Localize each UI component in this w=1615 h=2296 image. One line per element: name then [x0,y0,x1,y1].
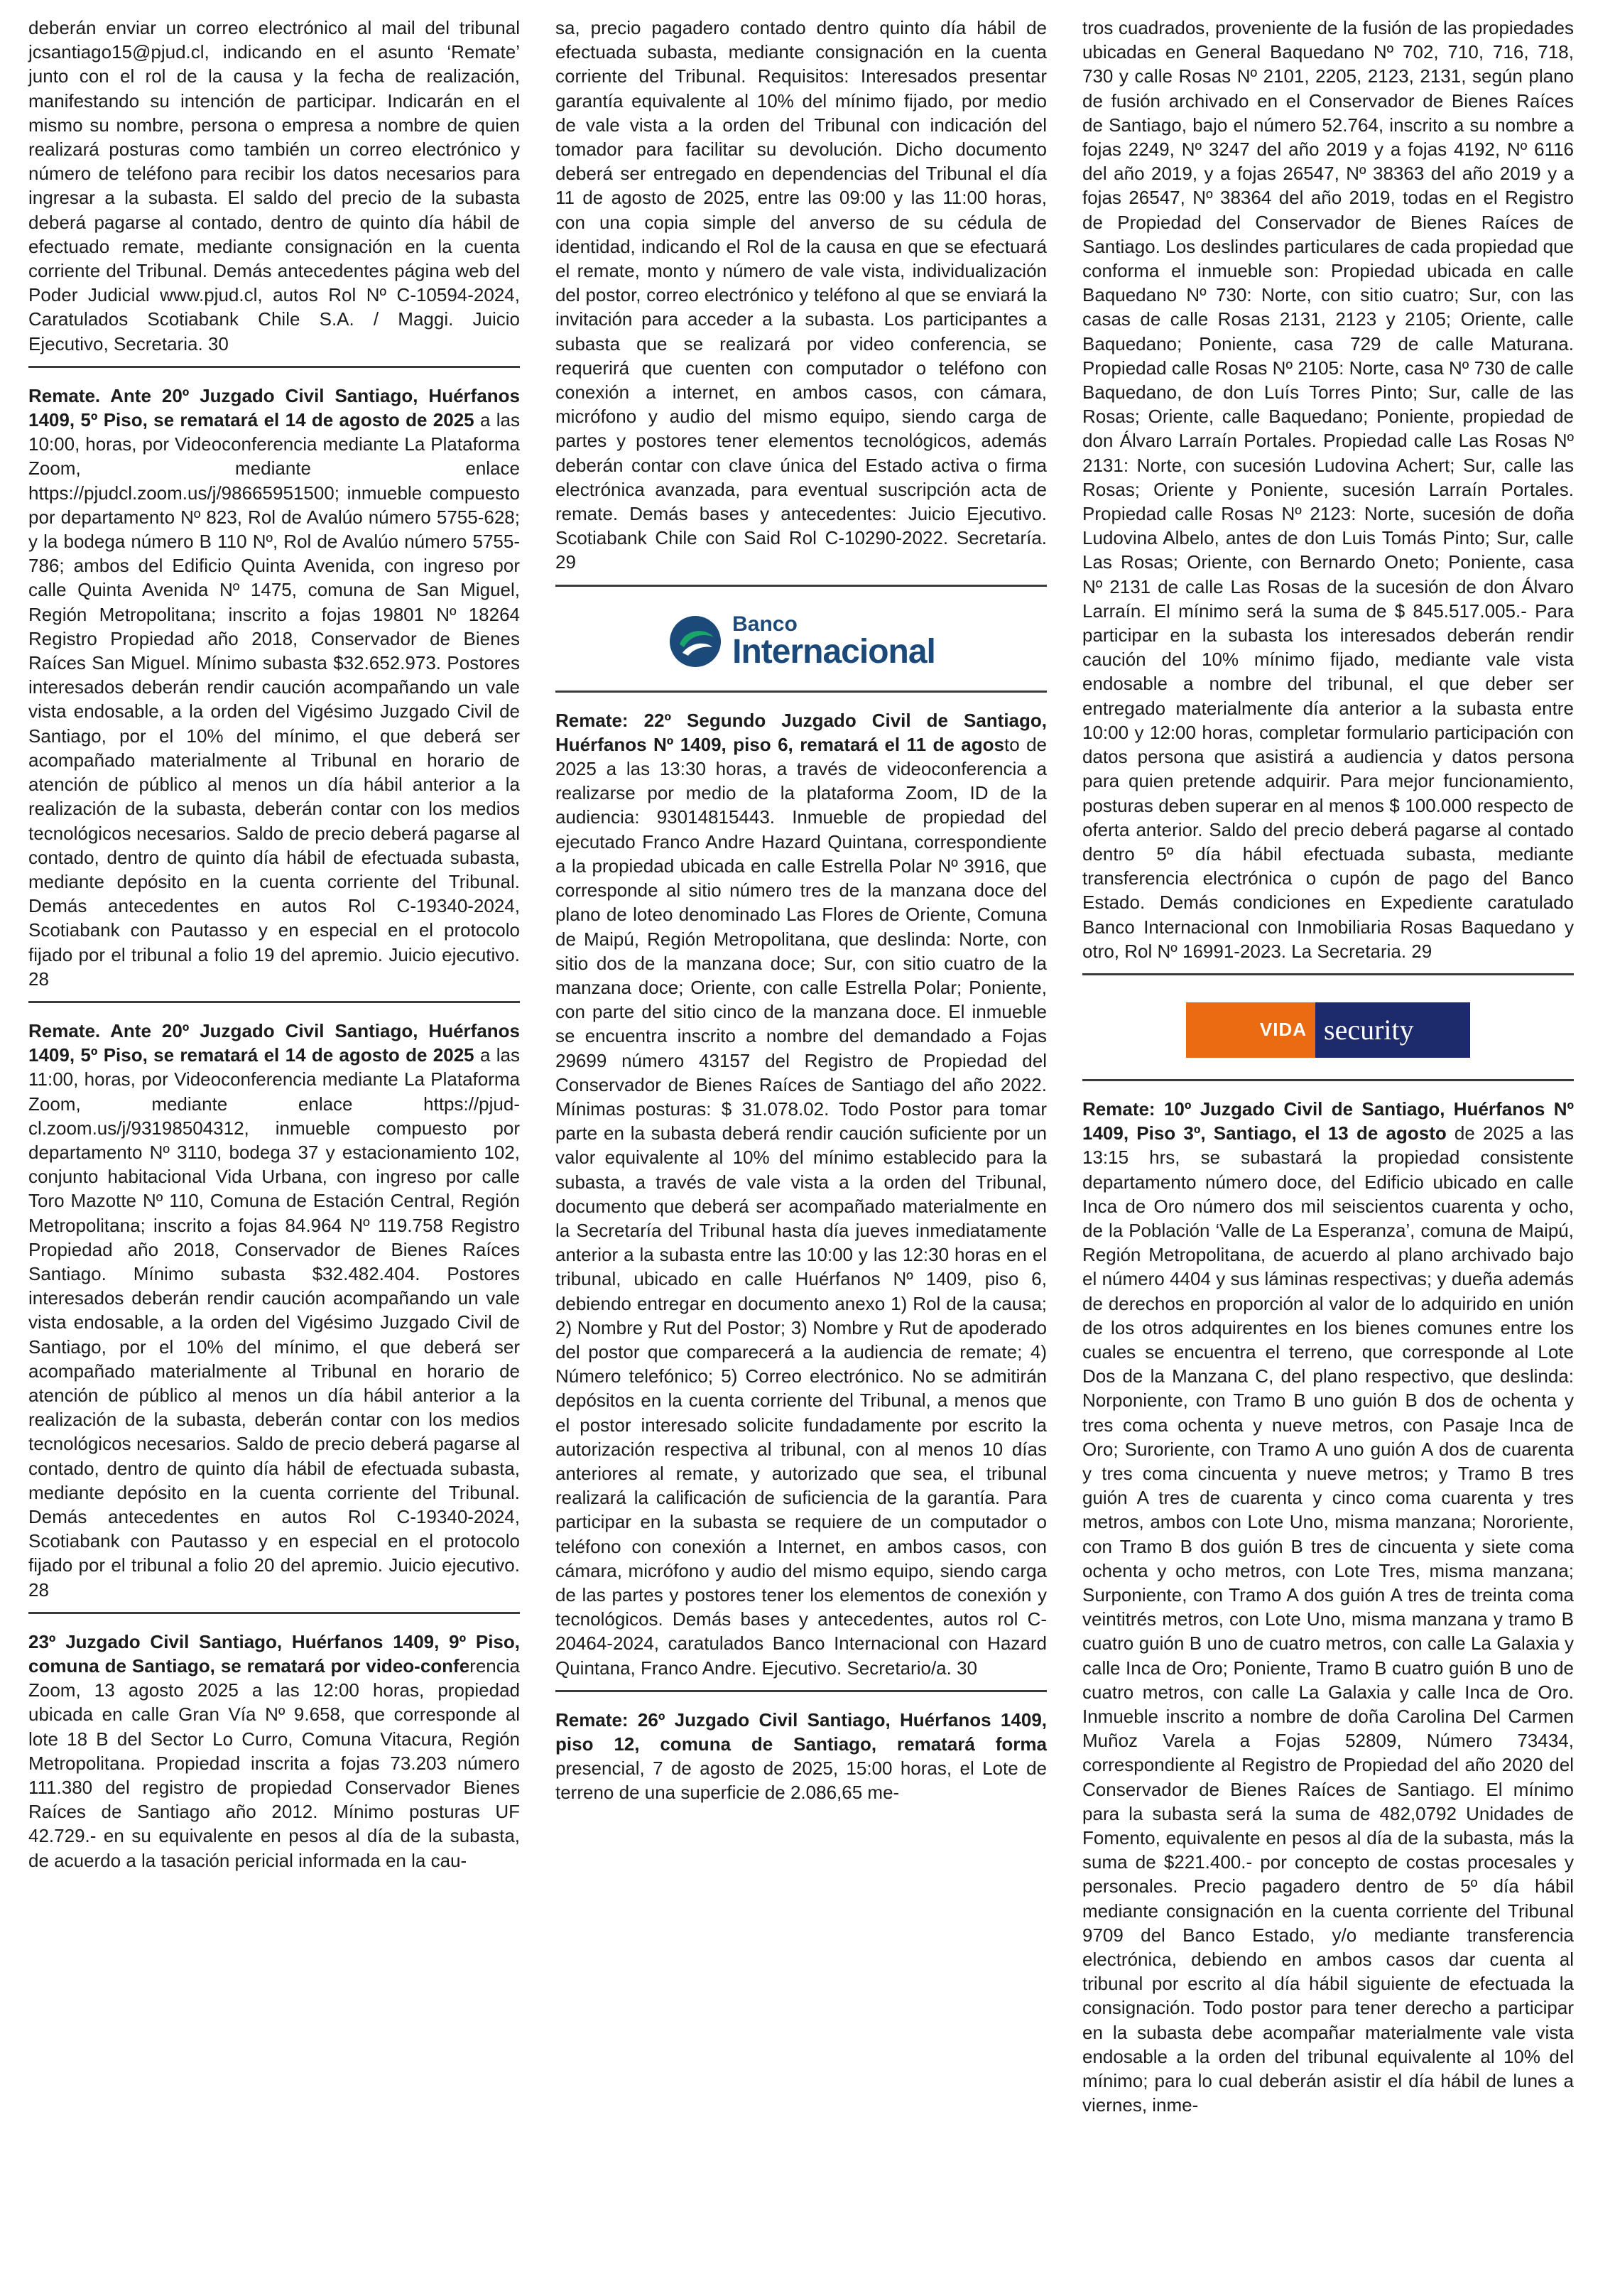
auction-notice: Remate: 22º Segundo Juzgado Civil de Santiago, Huérfanos Nº 1409, piso 6, rematará el 11 de agosto de 2025 a las 13:30 horas, a través de videoconferencia a realizarse por medio de la plataforma Zoom, ID de la audiencia: 93014815443. Inmueble de propiedad del ejecutado Franco Andre Hazard Quintana, correspondiente a la propiedad ubicada en calle Estrella Polar Nº 3916, que corresponde al sitio número tres de la manzana doce del plano de loteo denominado Las Flores de Oriente, Comuna de Maipú, Región Metropolitana, que deslinda: Norte, con sitio dos de la manzana doce; Sur, con sitio cuatro de la manzana doce; Oriente, con calle Estrella Polar; Poniente, con parte del sitio cinco de la manzana doce. El inmueble se encuentra inscrito a nombre del demandado a Fojas 29699 número 43157 del Registro de Propiedad del Conservador de Bienes Raíces de Santiago del año 2022. Mínimas posturas: $ 31.078.02. Todo Postor para tomar parte en la subasta deberá rendir caución suficiente por un valor equivalente al 10% del mínimo establecido para la subasta, a través de vale vista a la orden del Tribunal, documento que deberá ser acompañado materialmente en la Secretaría del Tribunal hasta día jueves inmediatamente anterior a la subasta entre las 10:00 y las 12:30 horas en el tribunal, ubicado en calle Huérfanos Nº 1409, piso 6, debiendo entregar en documento anexo 1) Rol de la causa; 2) Nombre y Rut del Postor; 3) Nombre y Rut de apoderado del postor que comparecerá a la audiencia de remate; 4) Número telefónico; 5) Correo electrónico. No se admitirán depósitos en la cuenta corriente del Tribunal, a menos que el postor interesado solicite fundadamente por escrito la autorización respectiva al tribunal, con al menos 10 días anteriores al remate, y autorizado que sea, el tribunal realizará la calificación de suficiencia de la garantía. Para participar en la subasta se requiere de un computador o teléfono con conexión a Internet, en ambos casos, con cámara, micrófono y audio del mismo equipo, siendo carga de las partes y postores tener los elementos de conexión y tecnológicos. Demás bases y antecedentes, autos rol C-20464-2024, caratulados Banco Internacional con Hazard Quintana, Franco Andre. Ejecutivo. Secretario/a. 30 [555,709,1048,1679]
divider [555,585,1047,587]
column-1 [28,16,520,1873]
notice-continuation: tros cuadrados, proveniente de la fusión de las propiedades ubicadas en General Baquedano Nº 702, 710, 716, 718, 730 y calle Rosas Nº 2101, 2205, 2123, 2131, según plano de fusión archivado en el Conservador de Bienes Raíces de Santiago, bajo el número 52.764, inscrito a su nombre a fojas 2249, Nº 3247 del año 2019 y a fojas 4192, Nº 6116 del año 2019, y a fojas 26547, Nº 38363 del año 2019 y a fojas 26547, Nº 38364 del año 2019, todas en el Registro de Propiedad del Conservador de Bienes Raíces de Santiago. Los deslindes particulares de cada propiedad que conforma el inmueble son: Propiedad ubicada en calle Baquedano Nº 730: Norte, con sitio cuatro; Sur, con las casas de calle Rosas 2131, 2123 y 2105; Oriente, calle Baquedano; Poniente, casa 729 de calle Maturana. Propiedad calle Rosas Nº 2105: Norte, casa Nº 730 de calle Baquedano, de don Luís Torres Pinto; Sur, calle de las Rosas; Oriente, calle Baquedano; Poniente, propiedad de don Álvaro Larraín Portales. Propiedad calle Las Rosas Nº 2131: Norte, con sucesión Ludovina Achert; Sur, calle las Rosas; Oriente y Poniente, sucesión Larraín Portales. Propiedad calle Rosas Nº 2123: Norte, sucesión de doña Ludovina Albelo, antes de don Luis Tomás Pinto; Sur, calle Las Rosas; Oriente, con Bernardo Oneto; Poniente, casa Nº 2131 de calle Las Rosas de la sucesión de don Álvaro Larraín. El mínimo será la suma de $ 845.517.005.- Para participar en la subasta los interesados deberán rendir caución del 10% mínimo fijado, mediante vale vista endosable a nombre del tribunal, el que deber ser entregado materialmente día anterior a la subasta entre 10:00 y 12:00 horas, completar formulario participación con datos persona que asistirá a audiencia y datos persona para quien pretende adquirir. Para mejor funcionamiento, posturas deben superar en al menos $ 100.000 respecto de oferta anterior. Saldo del precio deberá pagarse al contado dentro 5º día hábil efectuada subasta, mediante transferencia electrónica o cupón de pago del Banco Estado. Demás condiciones en Expediente caratulado Banco Internacional con Inmobiliaria Rosas Baquedano y otro, Rol Nº 16991-2023. La Secretaria. 29 [1082,17,1574,962]
divider [1082,1079,1574,1081]
divider [555,691,1047,693]
divider [28,1612,520,1614]
divider [28,1001,520,1003]
notice-continuation: deberán enviar un correo electrónico al mail del tribunal jcsantiago15@pjud.cl, indicando en el asunto ‘Remate’ junto con el rol de la causa y la fecha de realización, manifestando su intención de participar. Indicarán en el mismo su nombre, persona o empresa a nombre de quien realizará posturas como también un correo electrónico y número de teléfono para recibir los datos necesarios para ingresar a la subasta. El saldo del precio de la subasta deberá pagarse al contado, dentro de quinto día hábil de efectuado remate, mediante consignación en la cuenta corriente del Tribunal. Demás antecedentes página web del Poder Judicial www.pjud.cl, autos Rol Nº C-10594-2024, Caratulados Scotiabank Chile S.A. / Maggi. Juicio Ejecutivo, Secretaria. 30 [28,17,520,354]
logo-line-2: Internacional [732,632,935,671]
auction-notice: Remate: 26º Juzgado Civil Santiago, Huérfanos 1409, piso 12, comuna de Santiago, rematará forma presencial, 7 de agosto de 2025, 15:00 horas, el Lote de terreno de una superficie de 2.086,65 me- [555,1709,1047,1804]
auction-notice: 23º Juzgado Civil Santiago, Huérfanos 1409, 9º Piso, comuna de Santiago, se rematará por video-conferencia Zoom, 13 agosto 2025 a las 12:00 horas, propiedad ubicada en calle Gran Vía Nº 9.658, que corresponde al lote 18 B del Sector Lo Curro, Comuna Vitacura, Región Metropolitana. Propiedad inscrita a fojas 73.203 número 111.380 del registro de propiedad Conservador Bienes Raíces de Santiago año 2012. Mínimo posturas UF 42.729.- en su equivalente en pesos al día de la subasta, de acuerdo a la tasación pericial informada en la cau- [28,1630,520,1871]
logo-left-text: VIDA [1186,1002,1315,1058]
divider [1082,973,1574,975]
auction-notice: Remate. Ante 20º Juzgado Civil Santiago, Huérfanos 1409, 5º Piso, se rematará el 14 de agosto de 2025 a las 11:00, horas, por Videoconferencia mediante La Plataforma Zoom, mediante enlace https://pjud-cl.zoom.us/j/93198504312, inmueble compuesto por departamento Nº 3110, bodega 37 y estacionamiento 102, conjunto habitacional Vida Urbana, con ingreso por calle Toro Mazotte Nº 110, Comuna de Estación Central, Región Metropolitana; inscrito a fojas 84.964 Nº 119.758 Registro Propiedad año 2018, Conservador de Bienes Raíces Santiago. Mínimo subasta $32.482.404. Postores interesados deberán rendir caución acompañando un vale vista endosable, a la orden del Vigésimo Juzgado Civil de Santiago, por el 10% del mínimo, el que deberá ser acompañado materialmente al Tribunal en horario de atención de público al menos un día hábil anterior a la realización de la subasta, deberán contar con los medios tecnológicos necesarios. Saldo de precio deberá pagarse al contado, dentro de quinto día hábil de efectuada subasta, mediante depósito en la cuenta corriente del Tribunal. Demás antecedentes en autos Rol C-19340-2024, Scotiabank con Pautasso y en especial en el protocolo fijado por el tribunal a folio 20 del apremio. Juicio ejecutivo. 28 [28,1019,520,1601]
divider [555,1690,1047,1692]
auction-notice: Remate: 10º Juzgado Civil de Santiago, Huérfanos Nº 1409, Piso 3º, Santiago, el 13 de agosto de 2025 a las 13:15 hrs, se subastará la propiedad consistente departamento número doce, del Edificio ubicado en calle Inca de Oro número dos mil seiscientos cuarenta y ocho, de la Población ‘Valle de La Esperanza’, comuna de Maipú, Región Metropolitana, de acuerdo al plano archivado bajo el número 4404 y sus láminas respectivas; y dueña además de derechos en proporción al valor de lo adquirido en unión de los otros adquirentes en los bienes comunes entre los cuales se encuentra el terreno, que corresponde al Lote Dos de la Manzana C, del plano respectivo, que deslinda: Norponiente, con Tramo B uno guión B dos de ochenta y tres coma ochenta y nueve metros, con Pasaje Inca de Oro; Suroriente, con Tramo A uno guión A dos de cuarenta y tres coma cincuenta y nueve metros; y Tramo B tres guión A tres de cuarenta y cinco coma cuarenta y tres metros, ambos con Lote Uno, misma manzana; Nororiente, con Tramo B dos guión B tres de cincuenta y siete coma ochenta y ocho metros, con Lote Tres, misma manzana; Surponiente, con Tramo A dos guión A tres de treinta coma veintitrés metros, con Lote Uno, misma manzana y tramo B cuatro guión B uno de cuatro metros, con calle La Galaxia y calle Inca de Oro; Poniente, Tramo B cuatro guión B uno de cuatro metros, con calle La Galaxia y calle Inca de Oro. Inmueble inscrito a nombre de doña Carolina Del Carmen Muñoz Varela a Fojas 52809, Número 73434, correspondiente al Registro de Propiedad del año 2020 del Conservador de Bienes Raíces de Santiago. El mínimo para la subasta será la suma de 482,0792 Unidades de Fomento, equivalente en pesos al día de la subasta, más la suma de $221.400.- por concepto de costas procesales y personales. Precio pagadero dentro de 5º día hábil mediante consignación en la cuenta corriente del Tribunal 9709 del Banco Estado, y/o mediante transferencia electrónica, debiendo en ambos casos dar cuenta al tribunal por escrito al día hábil siguiente de efectuada la consignación. Todo postor para tener derecho a participar en la subasta debe acompañar materialmente vale vista endosable a la orden del tribunal equivalente al 10% del mínimo; para lo cual deberán asistir el día hábil de lunes a viernes, inme- [1082,1098,1574,2116]
notice-continuation: sa, precio pagadero contado dentro quinto día hábil de efectuada subasta, mediante consignación en la cuenta corriente del Tribunal. Requisitos: Interesados presentar garantía equivalente al 10% del mínimo fijado, por medio de vale vista a la orden del Tribunal con indicación del tomador para facilitar su devolución. Dicho documento deberá ser entregado en dependencias del Tribunal el día 11 de agosto de 2025, entre las 09:00 y las 11:00 horas, con una copia simple del anverso de su cédula de identidad, indicando el Rol de la causa en que se efectuará el remate, monto y número de vale vista, individualización del postor, correo electrónico y teléfono al que se enviará la invitación para acceder a la subasta. Los participantes a subasta que se realizará por video conferencia, se requerirá que cuenten con computador o teléfono con conexión a internet, en ambos casos, con cámara, micrófono y audio del mismo equipo, siendo carga de partes y postores tener elementos tecnológicos, además deberán contar con clave única del Estado activa o firma electrónica avanzada, para eventual suscripción acta de remate. Demás bases y antecedentes: Juicio Ejecutivo. Scotiabank Chile con Said Rol C-10290-2022. Secretaría. 29 [555,17,1047,573]
column-3 [1082,16,1574,2117]
auction-notice: Remate. Ante 20º Juzgado Civil Santiago, Huérfanos 1409, 5º Piso, se rematará el 14 de agosto de 2025 a las 10:00, horas, por Videoconferencia mediante La Plataforma Zoom, mediante enlace https://pjudcl.zoom.us/j/98665951500; inmueble compuesto por departamento Nº 823, Rol de Avalúo número 5755-628; y la bodega número B 110 Nº, Rol de Avalúo número 5755-786; ambos del Edificio Quinta Avenida, con ingreso por calle Quinta Avenida Nº 1475, comuna de San Miguel, Región Metropolitana; inscrito a fojas 19801 Nº 18264 Registro Propiedad año 2018, Conservador de Bienes Raíces San Miguel. Mínimo subasta $32.652.973. Postores interesados deberán rendir caución acompañando un vale vista endosable, a la orden del Vigésimo Juzgado Civil de Santiago, por el 10% del mínimo, el que deberá ser acompañado materialmente al Tribunal en horario de atención de público al menos un día hábil anterior a la realización de la subasta, deberán contar con los medios tecnológicos necesarios. Saldo de precio deberá pagarse al contado, dentro de quinto día hábil de efectuada subasta, mediante depósito en la cuenta corriente del Tribunal. Demás antecedentes en autos Rol C-19340-2024, Scotiabank con Pautasso y en especial en el protocolo fijado por el tribunal a folio 19 del apremio. Juicio ejecutivo. 28 [28,384,520,990]
divider [28,366,520,368]
logo-right-text: security [1315,1002,1470,1058]
banco-internacional-logo [555,602,1047,681]
column-2 [555,16,1047,1805]
banco-internacional-icon [667,613,724,670]
vida-security-logo [1082,991,1574,1069]
logo-line-1: Banco [732,612,798,636]
